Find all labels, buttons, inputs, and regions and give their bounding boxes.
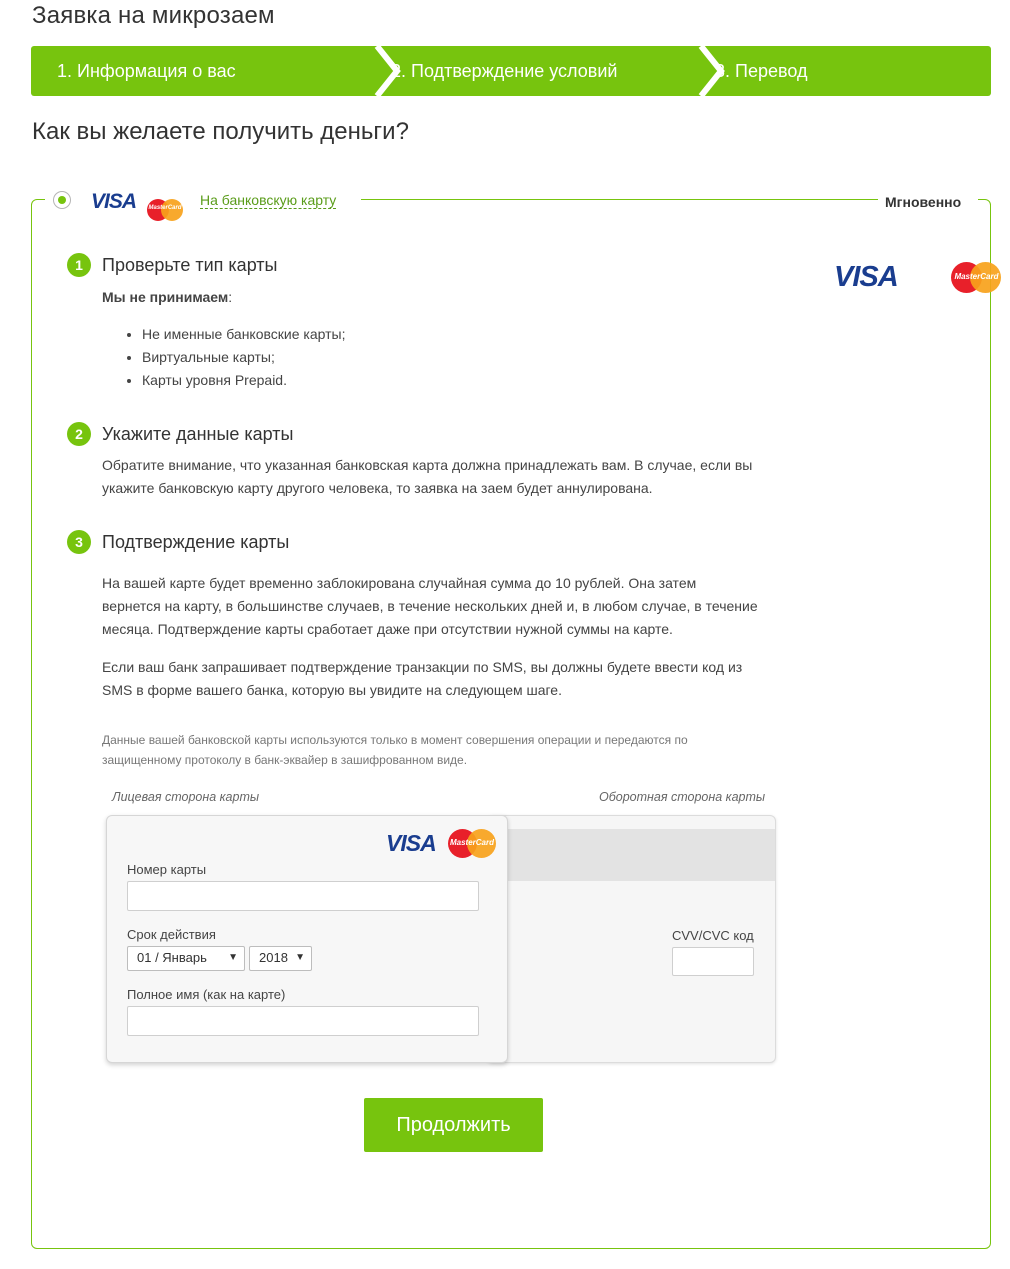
ownership-warning: Обратите внимание, что указанная банковская карта должна принадлежать вам. В случае, если вы укажите банковскую карту другого человека, то заявка на заем будет аннулирована.: [102, 457, 753, 496]
front-side-caption: Лицевая сторона карты: [112, 790, 260, 804]
step-3: 3. Перевод: [715, 61, 808, 81]
section-1-title: Проверьте тип карты: [102, 255, 278, 275]
card-number-label: Номер карты: [127, 862, 207, 877]
dropdown-arrow-icon: ▼: [295, 952, 305, 963]
card-number-input[interactable]: [127, 881, 479, 911]
progress-steps: [31, 46, 991, 96]
cardholder-name-label: Полное имя (как на карте): [127, 987, 286, 1002]
expiry-year-select[interactable]: 2018 ▼: [249, 946, 312, 971]
step-number-1: 1: [67, 253, 91, 277]
back-side-caption: Оборотная сторона карты: [599, 790, 766, 804]
cardholder-name-input[interactable]: [127, 1006, 479, 1036]
step-1: 1. Информация о вас: [57, 61, 236, 81]
security-note: Данные вашей банковской карты используются только в момент совершения операции и передаются по защищенному протоколу в банк-эквайер в зашифрованном виде.: [102, 733, 688, 767]
card-front: [106, 815, 508, 1063]
mastercard-logo-small: MasterCard: [147, 199, 183, 221]
continue-button[interactable]: Продолжить: [364, 1098, 543, 1152]
card-back: [487, 815, 776, 1063]
expiry-month-select[interactable]: 01 / Январь ▼: [127, 946, 245, 971]
list-item: • Виртуальные карты;: [142, 346, 345, 369]
not-accepted-intro: Мы не принимаем:: [102, 289, 233, 305]
speed-label: Мгновенно: [885, 194, 962, 210]
bank-card-link[interactable]: На банковскую карту: [200, 192, 337, 208]
section-heading: Как вы желаете получить деньги?: [32, 118, 409, 145]
page-title: Заявка на микрозаем: [32, 2, 275, 29]
bank-card-radio[interactable]: [53, 191, 71, 209]
sms-text: Если ваш банк запрашивает подтверждение транзакции по SMS, вы должны будете ввести код из SMS в форме вашего банка, которую вы увидите на следующем шаге.: [102, 659, 743, 698]
magnetic-stripe: [488, 829, 775, 881]
mastercard-logo-card: MasterCard: [448, 829, 496, 858]
section-3-title: Подтверждение карты: [102, 532, 290, 552]
list-item: • Не именные банковские карты;: [142, 323, 345, 346]
dropdown-arrow-icon: ▼: [228, 952, 238, 963]
mastercard-logo: MasterCard: [951, 262, 1001, 293]
verification-text: На вашей карте будет временно заблокирована случайная сумма до 10 рублей. Она затем вернется на карту, в большинстве случаев, в течение нескольких дней и, в любом случае, в течение месяца. Подтверждение карты сработает даже при отсутствии нужной суммы на карте.: [102, 575, 758, 637]
list-item: • Карты уровня Prepaid.: [142, 369, 345, 392]
section-2-title: Укажите данные карты: [102, 424, 294, 444]
step-number-2: 2: [67, 422, 91, 446]
cvv-label: CVV/CVC код: [672, 928, 754, 943]
visa-logo-card: VISA: [386, 830, 436, 856]
visa-logo: VISA: [834, 261, 898, 293]
not-accepted-list: [102, 323, 345, 392]
cvv-input[interactable]: [672, 947, 754, 976]
visa-logo-small: VISA: [91, 190, 137, 213]
expiry-label: Срок действия: [127, 927, 216, 942]
step-2: 2. Подтверждение условий: [391, 61, 618, 81]
step-number-3: 3: [67, 530, 91, 554]
